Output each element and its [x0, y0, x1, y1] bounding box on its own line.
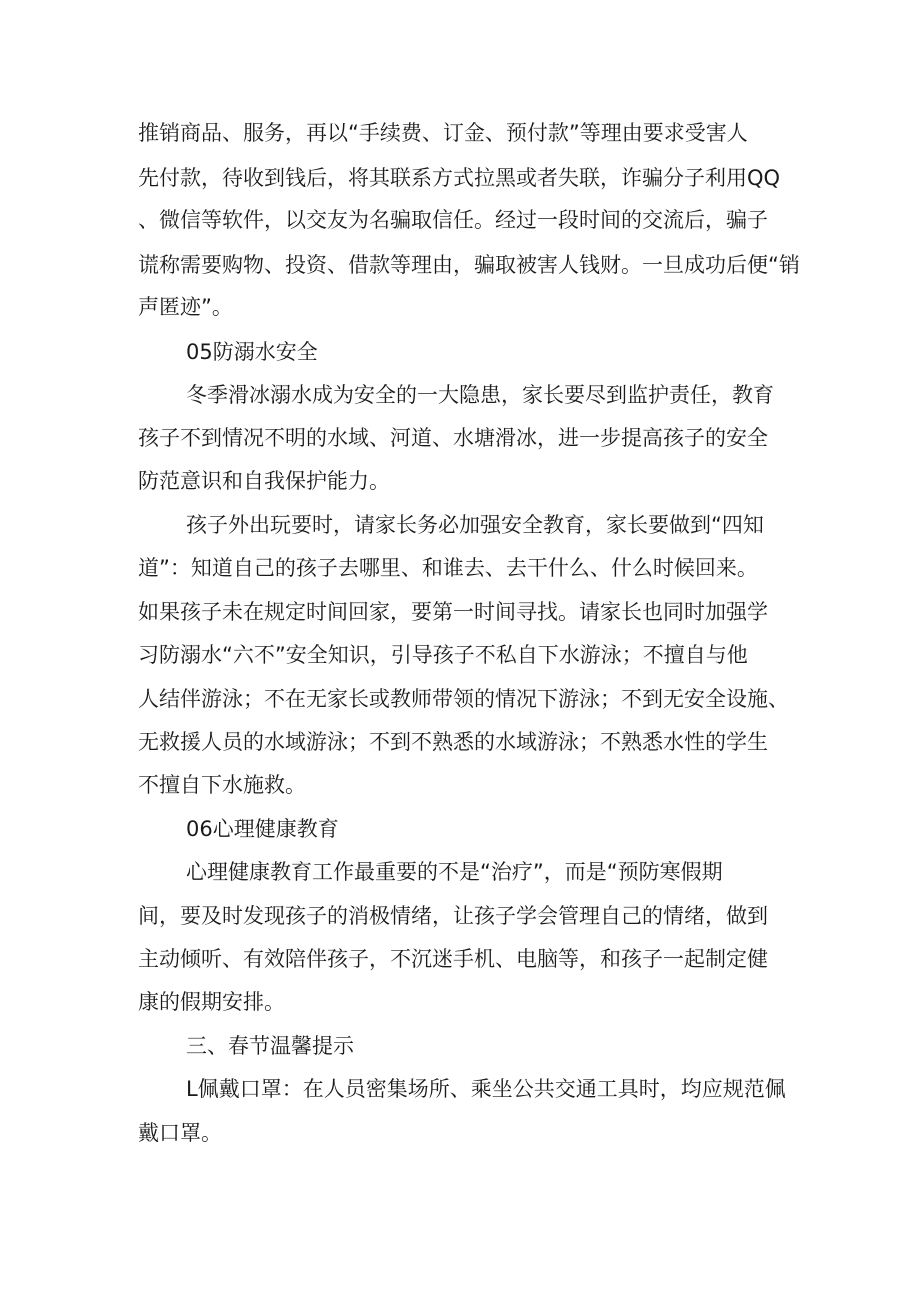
section-heading: 06心理健康教育: [186, 817, 339, 841]
text-line: 防范意识和自我保护能力。: [138, 469, 390, 493]
text-line: 康的假期安排。: [138, 990, 285, 1014]
text-line: 谎称需要购物、投资、借款等理由，骗取被害人钱财。一旦成功后便“销: [138, 253, 800, 277]
text-line: 不擅自下水施救。: [138, 773, 306, 797]
text-line: 孩子不到情况不明的水域、河道、水塘滑冰，进一步提高孩子的安全: [138, 426, 768, 450]
text-line: 间，要及时发现孩子的消极情绪，让孩子学会管理自己的情绪，做到: [138, 904, 768, 928]
text-line: 如果孩子未在规定时间回家，要第一时间寻找。请家长也同时加强学: [138, 600, 768, 624]
section-heading: 三、春节温馨提示: [186, 1034, 354, 1058]
text-line: 冬季滑冰溺水成为安全的一大隐患，家长要尽到监护责任，教育: [186, 383, 774, 407]
text-line: 推销商品、服务，再以“手续费、订金、预付款”等理由要求受害人: [138, 121, 748, 145]
text-line: 心理健康教育工作最重要的不是“治疗”，而是“预防寒假期: [186, 860, 723, 884]
text-line: 先付款，待收到钱后，将其联系方式拉黑或者失联，诈骗分子利用QQ: [138, 166, 781, 190]
text-line: L佩戴口罩：在人员密集场所、乘坐公共交通工具时，均应规范佩: [186, 1077, 786, 1101]
text-line: 人结伴游泳；不在无家长或教师带领的情况下游泳；不到无安全设施、: [138, 687, 789, 711]
text-line: 孩子外出玩要时，请家长务必加强安全教育，家长要做到“四知: [186, 513, 764, 537]
text-line: 戴口罩。: [138, 1121, 222, 1145]
section-heading: 05防溺水安全: [186, 340, 318, 364]
text-line: 、微信等软件，以交友为名骗取信任。经过一段时间的交流后，骗子: [138, 208, 768, 232]
text-line: 声匿迹”。: [138, 295, 233, 319]
text-line: 主动倾听、有效陪伴孩子，不沉迷手机、电脑等，和孩子一起制定健: [138, 947, 768, 971]
text-line: 习防溺水“六不”安全知识，引导孩子不私自下水游泳；不擅自与他: [138, 643, 748, 667]
text-line: 无救援人员的水域游泳；不到不熟悉的水域游泳；不熟悉水性的学生: [138, 730, 768, 754]
text-line: 道”：知道自己的孩子去哪里、和谁去、去干什么、什么时候回来。: [138, 556, 758, 580]
